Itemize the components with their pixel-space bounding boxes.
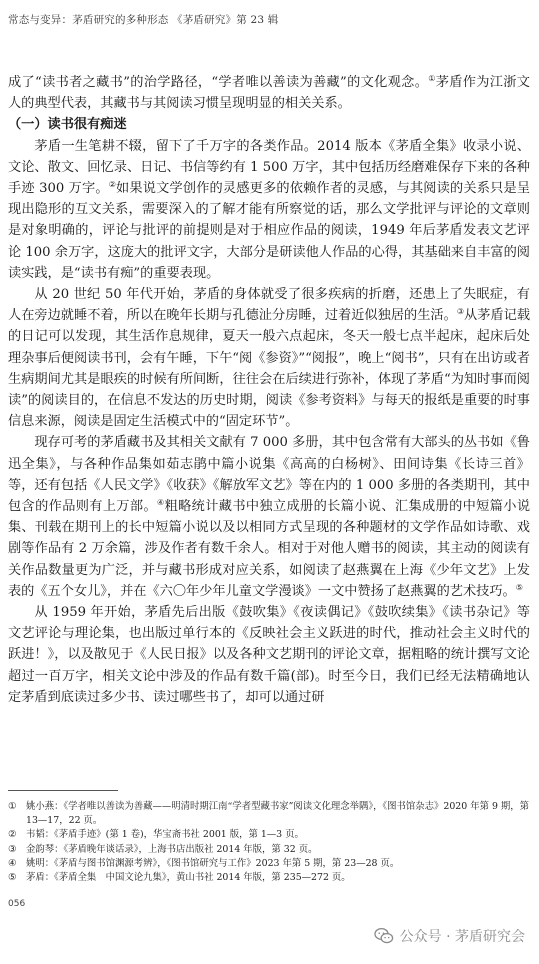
- paragraph-text: 茅盾作为江浙文人的典型代表，其藏书与其阅读习惯呈现明显的相关关系。: [8, 75, 530, 112]
- footnotes: [8, 800, 530, 885]
- paragraph-text: 从 20 世纪 50 年代开始，茅盾的身体就受了很多疾病的折磨，还患上了失眠症，有人在旁边就睡不着，所以在晚年长期与孔德沚分房睡，过着近似独居的生活。: [8, 287, 530, 324]
- footnote-number: ④: [8, 857, 17, 869]
- footnote-number: ⑤: [8, 872, 17, 884]
- footnote-item: [8, 800, 530, 828]
- footnote-text: 韦韬：《茅盾手迹》(第 1 卷)，华宝斋书社 2001 版，第 1—3 页。: [26, 829, 304, 841]
- footnote-ref[interactable]: ④: [157, 498, 165, 508]
- footnote-item: [8, 843, 530, 857]
- footnote-text: 姚小燕：《学者唯以善读为善藏——明清时期江南“学者型藏书家”阅读文化理念举隅》，《图书馆杂志》2020 年第 9 期，第 13—17，22 页。: [26, 801, 530, 827]
- paragraph-3: [8, 432, 530, 602]
- wechat-icon: [374, 927, 394, 945]
- footnote-ref[interactable]: ⑤: [515, 582, 523, 592]
- footnote-text: 茅盾：《茅盾全集 中国文论九集》，黄山书社 2014 年版，第 235—272 页。: [26, 872, 351, 884]
- paragraph-text: 现存可考的茅盾藏书及其相关文献有 7 000 多册，其中包含常有大部头的丛书如《鲁迅全集》，与各种作品集如茹志鹃中篇小说集《高高的白杨树》、田间诗集《长诗三首》等，还有包括《人民文学》《收获》《解放军文艺》等在内的 1 000 多册的各类期刊，其中包含的作品则有上万部。: [8, 435, 530, 515]
- footnote-ref[interactable]: ②: [108, 180, 117, 190]
- footnote-item: [8, 828, 530, 842]
- footnote-text: 姚明：《茅盾与图书馆渊源考辨》，《图书馆研究与工作》2023 年第 5 期，第 23—28 页。: [26, 857, 400, 869]
- section-heading: （一）读书很有痴迷: [8, 117, 127, 133]
- footnote-item: [8, 857, 530, 871]
- paragraph-text: 成了“读书者之藏书”的治学路径，“学者唯以善读为善藏”的文化观念。: [8, 75, 429, 90]
- page-number: 056: [8, 899, 26, 909]
- footnote-number: ①: [8, 801, 17, 812]
- footnote-number: ②: [8, 829, 17, 841]
- watermark-text: 公众号 · 茅盾研究会: [399, 929, 525, 945]
- body-text: [8, 72, 530, 708]
- running-header: 常态与变异：茅盾研究的多种形态 《茅盾研究》第 23 辑: [8, 14, 279, 26]
- footnote-number: ③: [8, 843, 17, 855]
- paragraph-2: [8, 284, 530, 432]
- paragraph-text: 粗略统计藏书中独立成册的长篇小说、汇集成册的中短篇小说集、刊载在期刊上的长中短篇小说以及以相同方式呈现的各种题材的文学作品如诗歌、戏剧等作品有 2 万余篇，涉及作者有数千余人。相对于对他人赠书的阅读，其主动的阅读有关作品数量更为广泛，并与藏书形成对应关系，如阅读了赵燕翼在上海《少年文艺》上发表的《五个女儿》，并在《六〇年少年儿童文学漫谈》一文中赞扬了赵燕翼的艺术技巧。: [8, 499, 531, 599]
- footnote-ref[interactable]: ③: [456, 307, 465, 317]
- watermark: [374, 926, 525, 946]
- paragraph-intro: [8, 72, 530, 114]
- footnote-ref[interactable]: ①: [428, 74, 436, 83]
- paragraph-4: 从 1959 年开始，茅盾先后出版《鼓吹集》《夜读偶记》《鼓吹续集》《读书杂记》等文艺评论与理论集，也出版过单行本的《反映社会主义跃进的时代，推动社会主义时代的跃进！》，以及散见于《人民日报》以及各种文艺期刊的评论文章，据粗略的统计撰写文论超过一百万字，相关文论中涉及的作品有数千篇(部)。时至今日，我们已经无法精确地认定茅盾到底读过多少书、读过哪些书了，却可以通过研: [8, 605, 530, 705]
- paragraph-text: 如果说文学创作的灵感更多的依赖作者的灵感，与其阅读的关系只是呈现出隐形的互文关系，需要深入的了解才能有所察觉的话，那么文学批评与评论的文章则是对象明确的，评论与批评的前提则是对于相应作品的阅读，1949 年后茅盾发表文艺评论 100 余万字，这庞大的批评文字，大部分是研读他人作品的心得，其基础来自丰富的阅读实践，是“读书有痴”的重要表现。: [8, 181, 531, 281]
- paragraph-1: [8, 136, 530, 284]
- footnote-text: 金韵琴：《茅盾晚年谈话录》，上海书店出版社 2014 年版，第 32 页。: [26, 843, 318, 855]
- paragraph-text: 从茅盾记载的日记可以发现，其生活作息规律，夏天一般六点起床，冬天一般七点半起床，起床后处理杂事后便阅读书刊，会有午睡，下午“阅《参资》”“阅报”，晚上“阅书”，只有在出访或者生病期间尤其是眼疾的时候有所间断，往往会在后续进行弥补，体现了茅盾“为知时事而阅读”的阅读目的，在信息不发达的历史时期，阅读《参考资料》与每天的报纸是重要的时事信息来源，阅读是固定生活模式中的“固定环节”。: [8, 308, 531, 430]
- footnote-item: [8, 871, 530, 885]
- paragraph-text: 茅盾一生笔耕不辍，留下了千万字的各类作品。2014 版本《茅盾全集》收录小说、文论、散文、回忆录、日记、书信等约有 1 500 万字，其中包括历经磨难保存下来的各种手迹 300 万字。: [8, 138, 530, 197]
- footnote-divider: [8, 790, 118, 791]
